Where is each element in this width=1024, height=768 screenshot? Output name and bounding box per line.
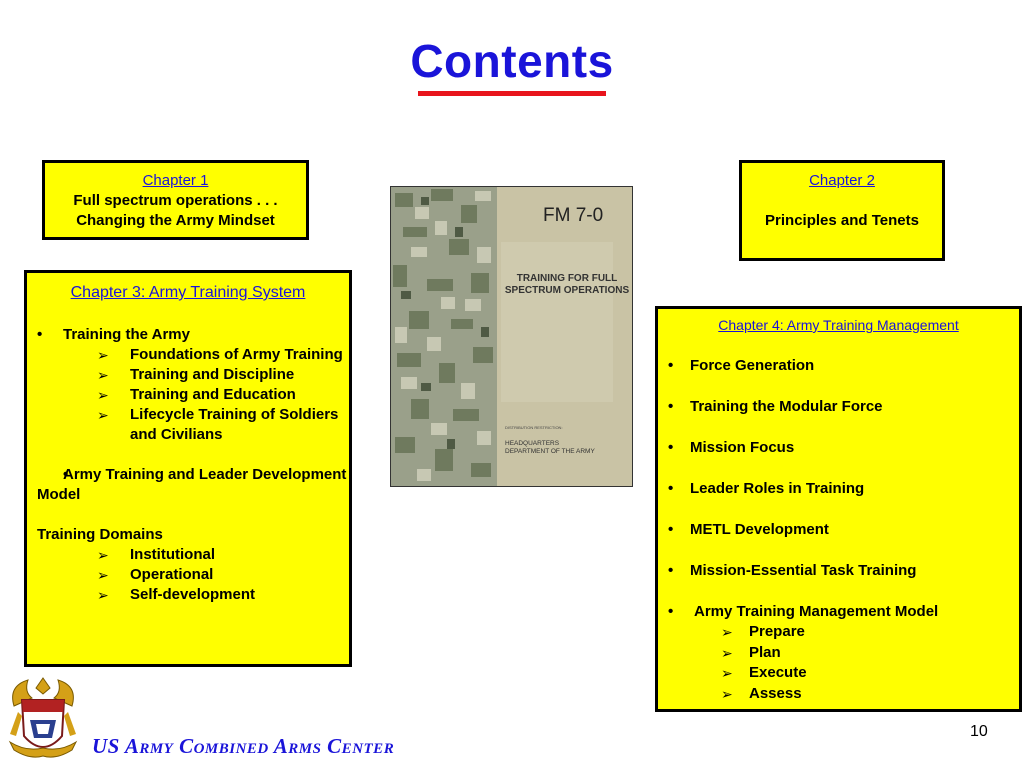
chapter-3-domain-item: ➢ Institutional	[27, 545, 349, 565]
chapter-2-link[interactable]: Chapter 2	[809, 172, 875, 189]
chapter-2-line-1: Principles and Tenets	[765, 212, 919, 229]
page-number: 10	[970, 723, 988, 740]
chapter-4-sub-item: ➢ Plan	[658, 643, 1019, 664]
chapter-4-link[interactable]: Chapter 4: Army Training Management	[718, 317, 959, 333]
chapter-3-link[interactable]: Chapter 3: Army Training System	[70, 284, 306, 301]
chapter-3-sub-item: ➢ Training and Discipline	[27, 365, 349, 385]
cover-manual-code: FM 7-0	[543, 205, 604, 226]
chapter-3-bullet-leader-development: • Army Training and Leader Development Model	[27, 465, 349, 505]
cover-hq-line-1: HEADQUARTERS	[505, 440, 560, 447]
organization-name: US Army Combined Arms Center	[92, 734, 395, 758]
chapter-4-bullet: • Army Training Management Model	[658, 602, 1019, 622]
chapter-4-bullet: • Mission-Essential Task Training	[658, 561, 1019, 581]
chapter-4-bullet: • Force Generation	[658, 356, 1019, 376]
chapter-4-bullet: • METL Development	[658, 520, 1019, 540]
cover-headquarters	[505, 440, 595, 456]
chapter-4-sub-item: ➢ Prepare	[658, 622, 1019, 643]
chapter-3-training-domains-label: Training Domains	[37, 526, 163, 543]
chapter-4-box	[655, 306, 1022, 712]
chapter-3-domain-item: ➢ Self-development	[27, 585, 349, 605]
chapter-3-sub-item: ➢ Lifecycle Training of Soldiers and Civilians	[27, 405, 349, 445]
cover-manual-title: TRAINING FOR FULL SPECTRUM OPERATIONS	[504, 273, 630, 296]
title-underline	[418, 91, 606, 96]
chapter-4-bullet: • Mission Focus	[658, 438, 1019, 458]
chapter-4-sub-item: ➢ Execute	[658, 663, 1019, 684]
chapter-4-sub-item: ➢ Assess	[658, 684, 1019, 705]
chapter-1-link[interactable]: Chapter 1	[142, 172, 209, 189]
chapter-3-sub-item: ➢ Training and Education	[27, 385, 349, 405]
chapter-3-bullet-training-the-army: • Training the Army	[27, 325, 349, 345]
fm-7-0-cover-image	[390, 186, 633, 487]
camouflage-pattern	[391, 187, 497, 487]
chapter-4-bullet: • Training the Modular Force	[658, 397, 1019, 417]
chapter-3-sub-item: ➢ Foundations of Army Training	[27, 345, 349, 365]
chapter-2-box	[739, 160, 945, 261]
army-crest-logo	[6, 676, 80, 764]
chapter-1-box	[42, 160, 309, 240]
chapter-4-bullet: • Leader Roles in Training	[658, 479, 1019, 499]
cover-distribution-restriction: DISTRIBUTION RESTRICTION:	[505, 425, 563, 430]
chapter-3-box	[24, 270, 352, 667]
cover-hq-line-2: DEPARTMENT OF THE ARMY	[505, 448, 595, 455]
slide-title: Contents	[410, 35, 614, 87]
chapter-1-line-1: Full spectrum operations . . .	[73, 192, 278, 209]
chapter-1-line-2: Changing the Army Mindset	[76, 212, 275, 229]
chapter-3-domain-item: ➢ Operational	[27, 565, 349, 585]
